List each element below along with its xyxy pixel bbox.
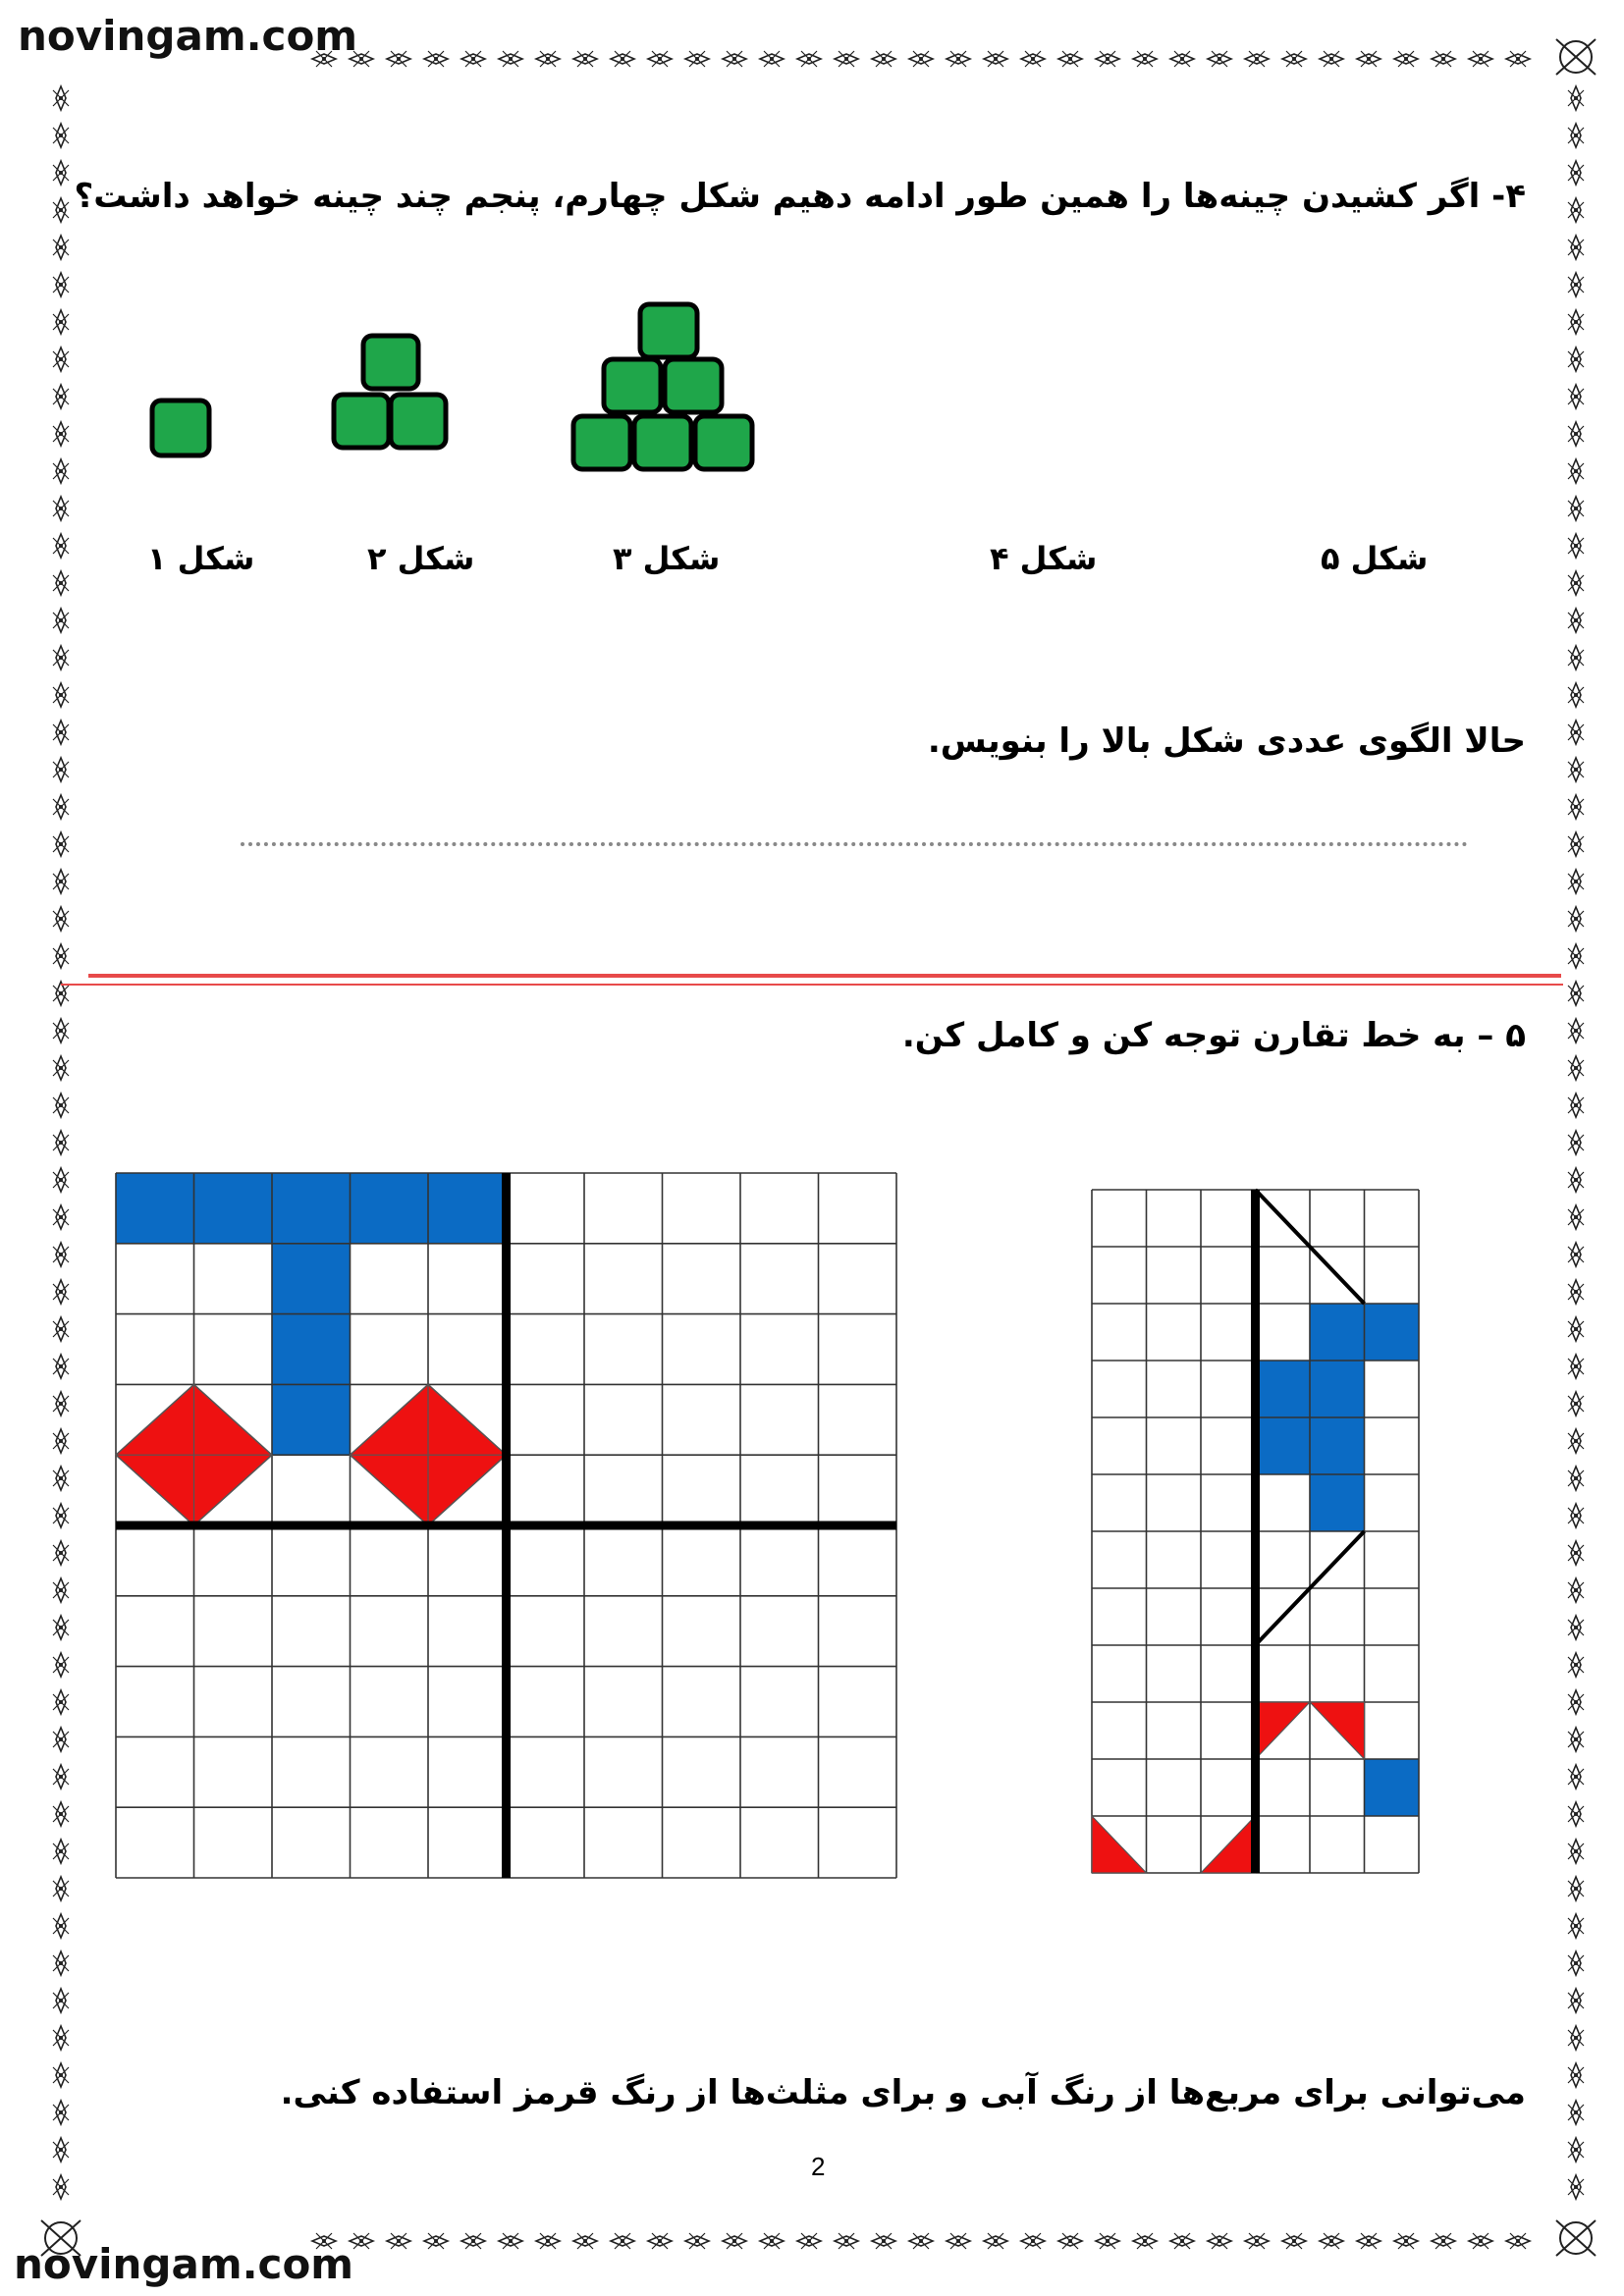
border-ornament-icon (53, 1392, 69, 1415)
border-ornament-icon (53, 1802, 69, 1826)
border-ornament-icon (1394, 2233, 1418, 2249)
block (363, 336, 418, 389)
border-ornament-icon (1170, 2233, 1194, 2249)
border-ornament-icon (760, 2233, 784, 2249)
border-ornament-icon (53, 1728, 69, 1751)
red-triangle (1256, 1702, 1311, 1759)
red-diamond (351, 1384, 507, 1525)
border-ornament-icon (1133, 2233, 1157, 2249)
border-ornament-icon (1506, 2233, 1530, 2249)
border-ornament-icon (1568, 1951, 1584, 1975)
blue-square (272, 1244, 351, 1314)
border-ornament-icon (1568, 1653, 1584, 1677)
border-ornament-icon (1568, 795, 1584, 819)
border-ornament-icon (53, 1989, 69, 2012)
blue-square (272, 1173, 351, 1244)
red-diamond (116, 1384, 272, 1525)
border-ornament-icon (1021, 2233, 1045, 2249)
figure-2-blocks (334, 336, 446, 448)
border-ornament-icon (461, 2233, 485, 2249)
border-ornament-icon (797, 2233, 821, 2249)
blue-square (116, 1173, 194, 1244)
border-ornament-icon (1568, 1429, 1584, 1453)
border-ornament-icon (1568, 1168, 1584, 1192)
border-ornament-icon (1568, 1541, 1584, 1565)
border-ornament-icon (53, 944, 69, 968)
border-ornament-icon (53, 1168, 69, 1192)
border-ornament-icon (611, 2233, 634, 2249)
color-hint: می‌توانی برای مربع‌ها از رنگ آبی و برای مثلث‌ها از رنگ قرمز استفاده کنی. (280, 2073, 1526, 2112)
page-number: 2 (811, 2152, 826, 2181)
border-ornament-icon (53, 1616, 69, 1639)
border-ornament-icon (1568, 907, 1584, 931)
section-divider (61, 974, 1563, 986)
border-ornament-icon (1568, 1616, 1584, 1639)
blue-square (1310, 1304, 1365, 1361)
border-ornament-icon (1568, 1280, 1584, 1304)
border-ornament-icon (424, 2233, 448, 2249)
block (604, 359, 661, 412)
border-ornament-icon (53, 1243, 69, 1266)
red-triangle (1310, 1702, 1365, 1759)
border-ornament-icon (1568, 1205, 1584, 1229)
border-ornament-icon (53, 1541, 69, 1565)
border-ornament-icon (499, 2233, 522, 2249)
red-triangle (1201, 1816, 1256, 1873)
border-ornament-icon (1568, 870, 1584, 893)
border-ornament-icon (53, 1280, 69, 1304)
block (634, 416, 691, 469)
block (391, 395, 446, 448)
border-ornament-icon (573, 2233, 597, 2249)
pattern-prompt: حالا الگوی عددی شکل بالا را بنویس. (927, 721, 1526, 761)
blue-square (1256, 1361, 1311, 1417)
border-ornament-icon (1568, 1019, 1584, 1042)
border-ornament-icon (53, 1131, 69, 1154)
border-ornament-icon (53, 1653, 69, 1677)
border-ornament-icon (1568, 1690, 1584, 1714)
border-ornament-icon (53, 534, 69, 558)
border-ornament-icon (53, 2175, 69, 2199)
border-ornament-icon (1432, 2233, 1455, 2249)
border-ornament-icon (53, 2101, 69, 2124)
border-ornament-icon (1568, 2101, 1584, 2124)
block (665, 359, 722, 412)
border-ornament-icon (1568, 1765, 1584, 1789)
border-ornament-icon (1568, 1914, 1584, 1938)
border-ornament-icon (53, 1056, 69, 1080)
border-ornament-icon (53, 1765, 69, 1789)
shape-label-5: شکل ۵ (1321, 540, 1429, 577)
border-ornament-icon (685, 2233, 709, 2249)
figure-3-blocks (573, 304, 752, 469)
border-ornament-icon (1568, 1243, 1584, 1266)
border-ornament-icon (648, 2233, 672, 2249)
blue-square (428, 1173, 507, 1244)
block (640, 304, 697, 357)
border-ornament-icon (1568, 1317, 1584, 1341)
border-ornament-icon (1568, 2063, 1584, 2087)
border-ornament-icon (53, 1019, 69, 1042)
border-ornament-icon (1568, 1392, 1584, 1415)
border-ornament-icon (1568, 1094, 1584, 1117)
answer-line[interactable] (241, 842, 1468, 846)
border-ornament-icon (1208, 2233, 1231, 2249)
border-ornament-icon (1568, 646, 1584, 669)
border-ornament-icon (1568, 1131, 1584, 1154)
border-ornament-icon (53, 870, 69, 893)
border-ornament-icon (1568, 1989, 1584, 2012)
border-ornament-icon (1568, 683, 1584, 707)
blue-square (194, 1173, 273, 1244)
border-ornament-icon (1568, 1802, 1584, 1826)
border-ornament-icon (53, 1205, 69, 1229)
border-ornament-icon (53, 2026, 69, 2050)
border-ornament-icon (53, 571, 69, 595)
symmetry-grid-left (116, 1173, 901, 1899)
question-4-text: ۴- اگر کشیدن چینه‌ها را همین طور ادامه دهیم شکل چهارم، پنجم چند چینه خواهد داشت؟ (74, 177, 1526, 216)
border-ornament-icon (1320, 2233, 1343, 2249)
border-ornament-icon (53, 2138, 69, 2162)
border-ornament-icon (53, 1914, 69, 1938)
border-ornament-icon (1568, 2026, 1584, 2050)
watermark-bottom: novingam.com (14, 2240, 354, 2288)
border-ornament-icon (1568, 534, 1584, 558)
border-ornament-icon (53, 1094, 69, 1117)
shape-label-4: شکل ۴ (990, 540, 1098, 577)
blue-square (1365, 1304, 1420, 1361)
border-ornament-icon (53, 1504, 69, 1527)
border-ornament-icon (1568, 1578, 1584, 1602)
border-ornament-icon (53, 721, 69, 744)
border-ornament-icon (835, 2233, 858, 2249)
block (334, 395, 389, 448)
border-ornament-icon (53, 1355, 69, 1378)
border-ornament-icon (1469, 2233, 1492, 2249)
border-ornament-icon (1058, 2233, 1082, 2249)
border-ornament-icon (1568, 1877, 1584, 1900)
symmetry-grid-right (1092, 1190, 1426, 1877)
border-ornament-icon (1568, 1840, 1584, 1863)
border-ornament-icon (872, 2233, 895, 2249)
border-ornament-icon (53, 646, 69, 669)
border-ornament-icon (1568, 571, 1584, 595)
border-ornament-icon (53, 1467, 69, 1490)
border-ornament-icon (53, 795, 69, 819)
blue-square (1310, 1361, 1365, 1417)
border-ornament-icon (53, 832, 69, 856)
border-ornament-icon (1357, 2233, 1380, 2249)
blue-square (351, 1173, 429, 1244)
border-ornament-icon (53, 1840, 69, 1863)
border-ornament-icon (1568, 982, 1584, 1005)
border-ornament-icon (53, 907, 69, 931)
border-ornament-icon (1568, 1056, 1584, 1080)
border-ornament-icon (53, 1429, 69, 1453)
watermark-top: novingam.com (18, 12, 358, 60)
border-ornament-icon (53, 1690, 69, 1714)
border-ornament-icon (1568, 832, 1584, 856)
border-ornament-icon (1568, 944, 1584, 968)
blue-square (1310, 1474, 1365, 1531)
border-ornament-icon (536, 2233, 560, 2249)
border-ornament-icon (53, 758, 69, 781)
block-figures (0, 0, 1624, 510)
border-ornament-icon (947, 2233, 970, 2249)
shape-label-2: شکل ۲ (367, 540, 475, 577)
border-ornament-icon (53, 609, 69, 632)
border-ornament-icon (1245, 2233, 1269, 2249)
block (573, 416, 630, 469)
border-ornament-icon (909, 2233, 933, 2249)
border-ornament-icon (1568, 609, 1584, 632)
blue-square (1365, 1759, 1420, 1816)
border-ornament-icon (1568, 1728, 1584, 1751)
block (152, 400, 209, 455)
shape-label-3: شکل ۳ (613, 540, 721, 577)
border-ornament-icon (53, 2063, 69, 2087)
border-ornament-icon (53, 1317, 69, 1341)
border-ornament-icon (1282, 2233, 1306, 2249)
border-ornament-icon (1568, 721, 1584, 744)
border-ornament-icon (1568, 758, 1584, 781)
border-ornament-icon (53, 1951, 69, 1975)
blue-square (272, 1314, 351, 1385)
border-ornament-icon (1568, 1355, 1584, 1378)
border-ornament-icon (723, 2233, 746, 2249)
border-ornament-icon (1096, 2233, 1119, 2249)
border-ornament-icon (1568, 1467, 1584, 1490)
border-ornament-icon (1568, 2138, 1584, 2162)
border-ornament-icon (387, 2233, 410, 2249)
border-ornament-icon (1568, 1504, 1584, 1527)
border-ornament-icon (984, 2233, 1007, 2249)
border-ornament-icon (1568, 2175, 1584, 2199)
blue-square (1256, 1417, 1311, 1474)
shape-label-1: شکل ۱ (147, 540, 255, 577)
border-ornament-icon (53, 683, 69, 707)
question-5-text: ۵ – به خط تقارن توجه کن و کامل کن. (901, 1016, 1526, 1055)
blue-square (1310, 1417, 1365, 1474)
figure-1-blocks (152, 400, 209, 455)
border-ornament-icon (53, 1877, 69, 1900)
border-ornament-icon (53, 1578, 69, 1602)
red-triangle (1092, 1816, 1147, 1873)
block (695, 416, 752, 469)
blue-square (272, 1384, 351, 1455)
